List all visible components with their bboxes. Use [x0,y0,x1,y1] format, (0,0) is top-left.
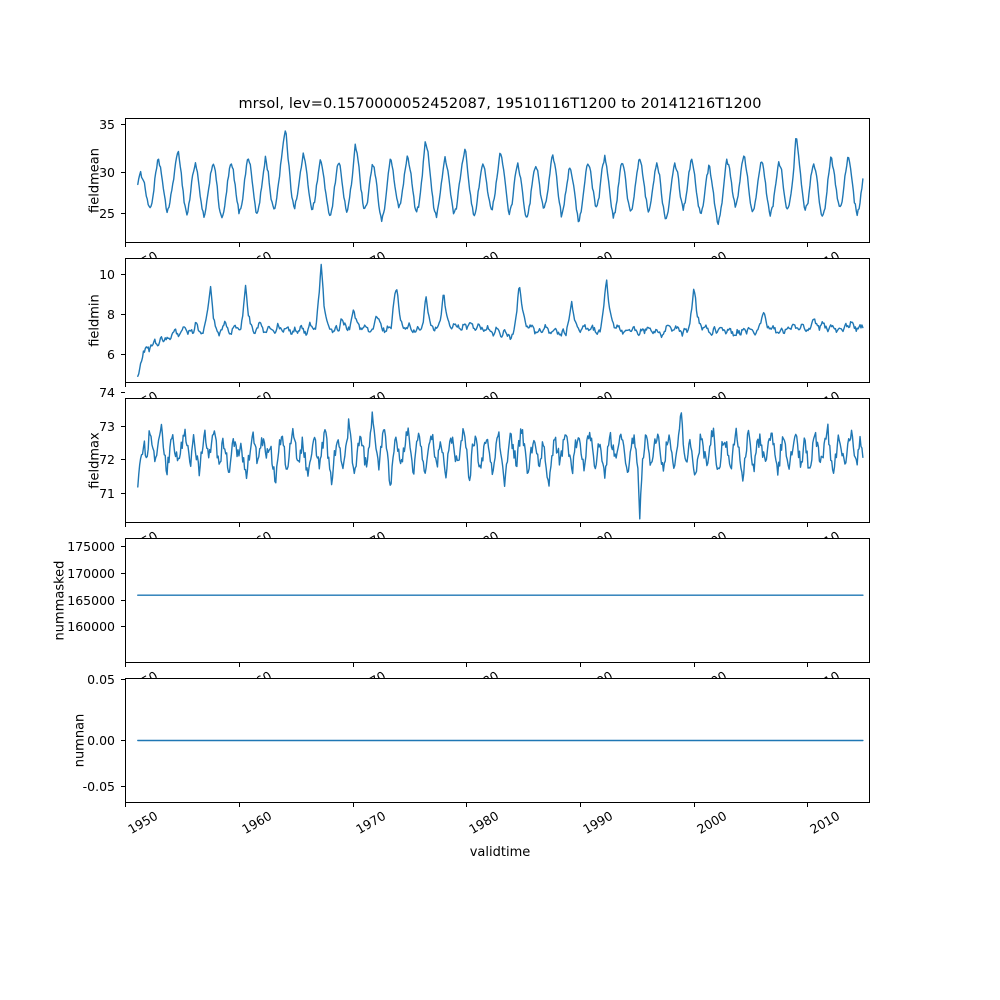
xtickmark [694,663,695,667]
ytickmark [121,392,125,393]
ylabel-nummasked: nummasked [52,560,68,641]
ytickmark [121,679,125,680]
xtickmark [353,383,354,387]
ytick-numnan-2: 0.05 [87,672,115,687]
axes-nummasked [125,538,870,663]
xlabel-validtime: validtime [469,845,531,860]
ytickmark [121,740,125,741]
xtickmark [807,803,808,807]
xtickmark [239,663,240,667]
xtickmark [466,243,467,247]
xtickmark [125,383,126,387]
xtick-numnan-6: 2010 [807,808,843,837]
xtickmark [580,663,581,667]
ylabel-numnan: numnan [72,713,88,768]
ytickmark [121,274,125,275]
ylabel-fieldmin: fieldmin [87,294,103,347]
axes-fieldmin [125,258,870,383]
xtickmark [807,243,808,247]
xtick-numnan-4: 1990 [580,808,616,837]
ytickmark [121,546,125,547]
xtickmark [466,663,467,667]
ytick-nummasked-1: 165000 [67,593,115,608]
ytickmark [121,124,125,125]
ytickmark [121,786,125,787]
xtickmark [239,383,240,387]
xtickmark [580,383,581,387]
ytick-numnan-0: -0.05 [82,779,115,794]
ytick-nummasked-3: 175000 [67,539,115,554]
ytickmark [121,626,125,627]
plot-line-fieldmean [126,119,869,242]
xtickmark [239,243,240,247]
xtickmark [466,383,467,387]
xtickmark [353,243,354,247]
xtickmark [239,803,240,807]
ytickmark [121,493,125,494]
xtickmark [694,383,695,387]
ytick-fieldmean-1: 30 [99,165,115,180]
xtickmark [694,243,695,247]
xtickmark [353,663,354,667]
xtickmark [580,523,581,527]
ytick-fieldmean-0: 25 [99,206,115,221]
plot-line-fieldmin [126,259,869,382]
ytick-fieldmin-0: 6 [107,347,115,362]
axes-fieldmax [125,398,870,523]
ytick-fieldmax-0: 71 [99,486,115,501]
ytick-nummasked-2: 170000 [67,566,115,581]
ytick-numnan-1: 0.00 [87,733,115,748]
ytick-fieldmin-2: 10 [99,267,115,282]
plot-line-nummasked [126,539,869,662]
ytickmark [121,213,125,214]
xtick-numnan-0: 1950 [125,808,161,837]
ytickmark [121,426,125,427]
xtickmark [580,243,581,247]
axes-fieldmean [125,118,870,243]
ytick-fieldmax-1: 72 [99,452,115,467]
plot-line-numnan [126,679,869,802]
xtickmark [125,663,126,667]
ytickmark [121,573,125,574]
figure-title: mrsol, lev=0.1570000052452087, 19510116T1200 to 20141216T1200 [238,96,762,112]
ytickmark [121,459,125,460]
ylabel-fieldmean: fieldmean [87,148,103,213]
xtickmark [466,803,467,807]
xtickmark [807,663,808,667]
xtick-numnan-2: 1970 [353,808,389,837]
ytick-nummasked-0: 160000 [67,619,115,634]
xtickmark [353,523,354,527]
xtickmark [125,523,126,527]
xtick-numnan-1: 1960 [239,808,275,837]
xtickmark [466,523,467,527]
ytick-fieldmax-3: 74 [99,385,115,400]
xtick-numnan-5: 2000 [694,808,730,837]
xtickmark [125,243,126,247]
ytickmark [121,172,125,173]
xtickmark [239,523,240,527]
ytickmark [121,314,125,315]
xtickmark [807,383,808,387]
xtickmark [353,803,354,807]
xtickmark [807,523,808,527]
ytick-fieldmin-1: 8 [107,307,115,322]
axes-numnan [125,678,870,803]
xtickmark [694,803,695,807]
ytick-fieldmax-2: 73 [99,419,115,434]
plot-line-fieldmax [126,399,869,522]
ytickmark [121,600,125,601]
ylabel-fieldmax: fieldmax [87,432,103,489]
xtickmark [580,803,581,807]
ytick-fieldmean-2: 35 [99,117,115,132]
xtick-numnan-3: 1980 [466,808,502,837]
ytickmark [121,354,125,355]
xtickmark [125,803,126,807]
xtickmark [694,523,695,527]
